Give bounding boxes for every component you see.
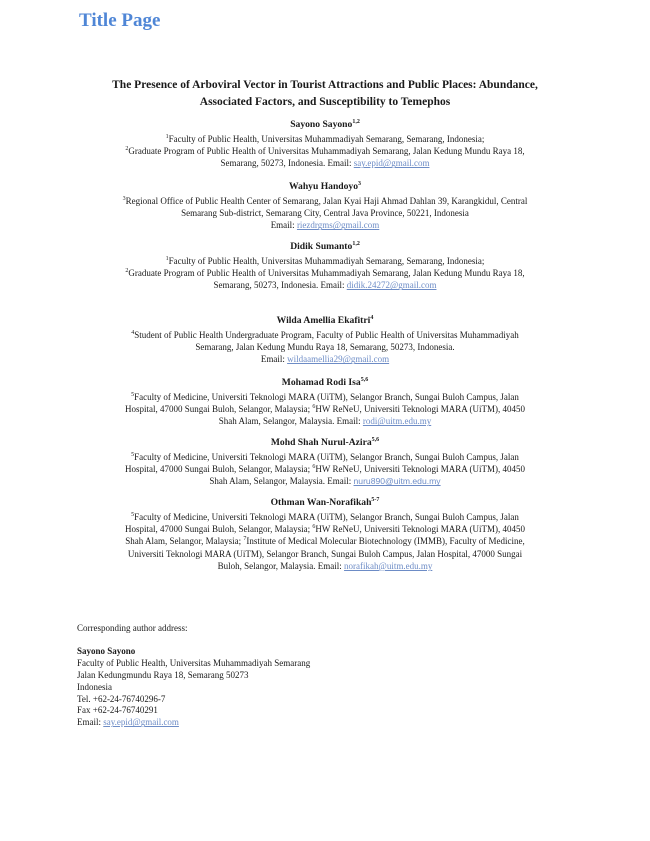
affiliation-text: Hospital, 47000 Sungai Buloh, Selangor, Malaysia; [125,404,313,415]
affiliation-line [70,535,580,547]
author-email-link[interactable]: nuru890@uitm.edu.my [353,476,441,487]
affiliation-number: 2 [125,146,129,153]
paper-title-line-2: Associated Factors, and Susceptibility to Temephos [199,96,451,108]
affiliation-line [70,279,580,291]
author-affiliation-marker: 5,6 [371,436,380,443]
author-block [70,241,580,292]
corresponding-email-link[interactable]: say.epid@gmail.com [103,717,179,728]
affiliation-text: Hospital, 47000 Sungai Buloh, Selangor, Malaysia; [125,524,313,535]
affiliation-text: Regional Office of Public Health Center of Semarang, Jalan Kyai Haji Ahmad Dahlan 39, Karangkidul, Central [125,196,528,206]
affiliation-text: Student of Public Health Undergraduate Program, Faculty of Public Health of Universitas Muhammadiyah [134,330,519,340]
affiliation-line [70,133,580,145]
author-affiliation-marker: 1,2 [352,118,360,125]
affiliation-text: Buloh, Selangor, Malaysia. Email: [217,560,345,571]
author-email-link[interactable]: didik.24272@gmail.com [346,280,437,291]
author-block [70,377,580,428]
affiliation-text: Faculty of Medicine, Universiti Teknologi MARA (UiTM), Selangor Branch, Sungai Buloh Campus, Jalan [134,392,519,402]
author-name [70,241,580,253]
affiliation-text: Universiti Teknologi MARA (UiTM), Selangor Branch, Sungai Buloh Campus, Jalan Hospital, 47000 Sungai [127,548,523,559]
corresponding-tel: Tel. +62-24-76740296-7 [77,693,166,704]
author-name [70,437,580,449]
affiliation-number: 3 [122,196,126,202]
affiliation-line [70,391,580,403]
corresponding-name: Sayono Sayono [77,645,136,656]
affiliation-line [70,463,580,475]
affiliation-number: 4 [131,330,135,336]
author-name [70,315,580,327]
author-email-link[interactable]: riezdrgms@gmail.com [296,220,380,231]
affiliation-line [70,403,580,415]
author-affiliation-marker: 3 [358,180,362,187]
author-name [70,377,580,389]
affiliation-line [70,548,580,560]
affiliation-line [70,267,580,279]
affiliation-text: HW ReNeU, Universiti Teknologi MARA (UiTM), 40450 [315,464,525,475]
affiliation-line [70,207,580,219]
author-name-text: Mohd Shah Nurul-Azira [270,437,372,448]
author-name [70,181,580,193]
affiliation-line [70,415,580,427]
affiliation-text: Faculty of Public Health, Universitas Muhammadiyah Semarang, Semarang, Indonesia; [168,134,485,144]
affiliation-text: Faculty of Medicine, Universiti Teknologi MARA (UiTM), Selangor Branch, Sungai Buloh Campus, Jalan [134,512,519,522]
corresponding-email-line [77,717,577,729]
affiliation-number: 7 [243,536,247,543]
affiliation-text: HW ReNeU, Universiti Teknologi MARA (UiTM), 40450 [315,524,525,535]
affiliation-line [70,145,580,157]
author-block [70,181,580,232]
author-name-text: Othman Wan-Norafikah [270,497,372,508]
affiliation-line [70,219,580,231]
affiliation-number: 6 [312,524,316,531]
affiliation-text: Faculty of Medicine, Universiti Teknologi MARA (UiTM), Selangor Branch, Sungai Buloh Campus, Jalan [134,452,519,462]
affiliation-number: 5 [131,512,135,518]
corresponding-line: Faculty of Public Health, Universitas Muhammadiyah Semarang [77,657,311,668]
author-name [70,497,580,509]
author-affiliation-marker: 5-7 [371,496,380,503]
author-name [70,119,580,131]
page-header-title: Title Page [79,10,161,31]
author-email-link[interactable]: wildaamellia29@gmail.com [287,354,390,365]
affiliation-number: 1 [165,256,169,262]
author-email-link[interactable]: norafikah@uitm.edu.my [344,560,433,571]
affiliation-text: Graduate Program of Public Health of Universitas Muhammadiyah Semarang, Jalan Kedung Mundu Raya 18, [128,268,525,279]
affiliation-text: Graduate Program of Public Health of Universitas Muhammadiyah Semarang, Jalan Kedung Mundu Raya 18, [128,146,525,157]
affiliation-line [70,475,580,487]
author-name-text: Didik Sumanto [290,241,353,252]
affiliation-number: 6 [312,464,316,471]
affiliation-line [70,255,580,267]
affiliation-line [70,195,580,207]
corresponding-label: Corresponding author address: [77,623,188,633]
affiliation-number: 2 [125,268,129,275]
author-name-text: Mohamad Rodi Isa [281,377,361,388]
author-block [70,497,580,572]
affiliation-number: 1 [165,134,169,140]
affiliation-number: 5 [131,452,135,458]
corresponding-line: Jalan Kedungmundu Raya 18, Semarang 50273 [77,669,249,680]
author-block [70,119,580,170]
affiliation-text: Faculty of Public Health, Universitas Muhammadiyah Semarang, Semarang, Indonesia; [168,256,485,266]
affiliation-text: Semarang Sub-district, Semarang City, Central Java Province, 50221, Indonesia [181,208,469,219]
corresponding-line: Indonesia [77,681,112,692]
author-name-text: Wahyu Handoyo [288,181,359,192]
affiliation-text: Semarang, 50273, Indonesia. Email: [213,280,347,291]
author-email-link[interactable]: rodi@uitm.edu.my [362,416,432,427]
author-block [70,315,580,366]
author-affiliation-marker: 1,2 [352,240,360,247]
affiliation-number: 5 [131,392,135,398]
affiliation-line [70,511,580,523]
affiliation-text: Institute of Medical Molecular Biotechnology (IMMB), Faculty of Medicine, [246,536,525,547]
affiliation-text: Email: [270,220,297,231]
affiliation-line [70,523,580,535]
affiliation-line [70,451,580,463]
paper-title [60,77,590,111]
author-block [70,437,580,488]
affiliation-text: Semarang, 50273, Indonesia. Email: [220,158,354,169]
corresponding-email-label: Email: [77,717,104,728]
affiliation-line [70,341,580,353]
affiliation-text: Shah Alam, Selangor, Malaysia. Email: [218,416,363,427]
affiliation-text: Hospital, 47000 Sungai Buloh, Selangor, Malaysia; [125,464,313,475]
corresponding-fax: Fax +62-24-76740291 [77,705,158,716]
affiliation-text: Shah Alam, Selangor, Malaysia. Email: [209,476,354,487]
corresponding-address [77,623,577,729]
author-affiliation-marker: 5,6 [360,376,369,383]
author-name-text: Wilda Amellia Ekafitri [276,315,371,326]
affiliation-text: Semarang, Jalan Kedung Mundu Raya 18, Semarang, 50273, Indonesia. [195,342,455,353]
affiliation-line [70,157,580,169]
affiliation-line [70,329,580,341]
affiliation-text: HW ReNeU, Universiti Teknologi MARA (UiTM), 40450 [315,404,525,415]
affiliation-line [70,560,580,572]
author-affiliation-marker: 4 [370,314,374,321]
paper-title-line-1: The Presence of Arboviral Vector in Tourist Attractions and Public Places: Abundance, [112,79,538,91]
affiliation-number: 6 [312,404,316,411]
affiliation-text: Email: [260,354,288,365]
affiliation-text: Shah Alam, Selangor, Malaysia; [125,536,244,547]
author-name-text: Sayono Sayono [290,119,353,130]
author-email-link[interactable]: say.epid@gmail.com [353,158,430,169]
affiliation-line [70,353,580,365]
